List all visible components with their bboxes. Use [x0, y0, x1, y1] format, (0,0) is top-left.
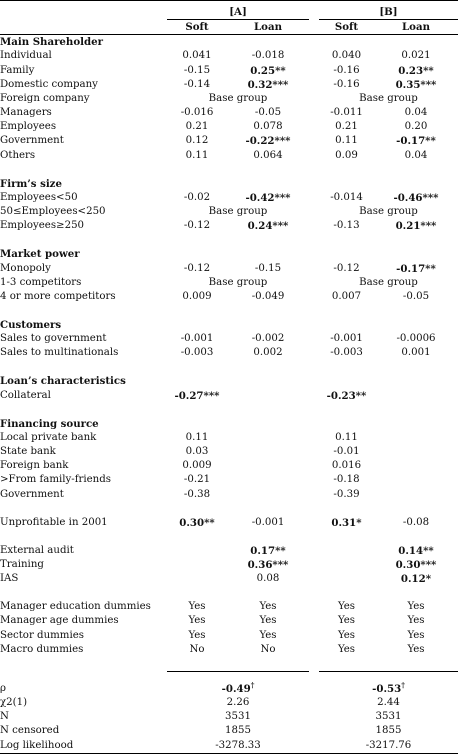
- dagger-mark: †: [250, 681, 255, 690]
- cell-b-loan: Yes: [407, 629, 425, 641]
- panel-header-row: [0, 5, 458, 20]
- cell-a-loan: -0.002: [251, 333, 285, 345]
- cell-b-soft: -0.014: [330, 191, 363, 203]
- row-label: Local private bank: [0, 431, 97, 443]
- base-group-b: Base group: [359, 206, 418, 218]
- cell-a-soft: -0.02: [183, 191, 211, 203]
- cell-b-loan: 0.12*: [400, 573, 432, 586]
- row-label: External audit: [0, 544, 74, 556]
- section-header-row: [0, 318, 458, 332]
- table-row: [0, 219, 458, 233]
- col-a-loan-header: Loan: [227, 20, 309, 35]
- stats-value-text: 1855: [375, 725, 402, 737]
- row-label: Individual: [0, 50, 52, 62]
- row-label: Domestic company: [0, 78, 98, 90]
- table-row: [0, 643, 458, 657]
- cell-a-soft: Yes: [188, 629, 206, 641]
- cell-b-loan: [374, 431, 458, 445]
- cell-b-soft: -0.01: [333, 446, 360, 458]
- row-label: 1-3 competitors: [0, 276, 82, 288]
- stats-value-b: [319, 682, 458, 696]
- table-row: [0, 134, 458, 148]
- row-label: Others: [0, 149, 36, 161]
- cell-b-loan: [374, 389, 458, 403]
- table-row: [0, 276, 458, 290]
- cell-a-loan: No: [260, 643, 276, 655]
- stats-rule: [0, 671, 458, 682]
- table-row: [0, 544, 458, 558]
- row-label: Sales to government: [0, 333, 107, 345]
- cell-b-loan: 0.20: [404, 121, 428, 133]
- cell-b-soft: [319, 572, 374, 586]
- table-row: [0, 431, 458, 445]
- row-label: Training: [0, 559, 44, 570]
- cell-a-loan: -0.22***: [245, 135, 291, 148]
- cell-a-soft: No: [189, 643, 205, 655]
- stats-label: χ2(1): [0, 697, 28, 709]
- cell-a-soft: -0.001: [180, 333, 214, 345]
- stats-label: Log likelihood: [0, 739, 74, 751]
- section-spacer: [0, 304, 458, 318]
- stats-label: N: [0, 711, 9, 723]
- section-header-row: [0, 417, 458, 431]
- table-row: [0, 629, 458, 643]
- cell-b-loan: -0.17**: [396, 135, 436, 148]
- table-row: [0, 205, 458, 219]
- cell-b-loan: 0.23**: [398, 64, 434, 77]
- cell-a-loan: 0.064: [253, 149, 283, 161]
- stats-row: [0, 682, 458, 696]
- cell-b-soft: -0.18: [333, 474, 360, 486]
- stats-value-a: [167, 682, 309, 696]
- row-label: State bank: [0, 446, 56, 458]
- table-row: [0, 290, 458, 304]
- table-row: [0, 92, 458, 106]
- cell-a-soft: -0.12: [183, 262, 211, 274]
- cell-a-loan: [227, 445, 309, 459]
- base-group-a: Base group: [208, 276, 268, 288]
- cell-b-loan: [374, 459, 458, 473]
- cell-b-loan: Yes: [407, 615, 425, 627]
- bottom-rule: [0, 753, 458, 754]
- cell-a-soft: -0.15: [183, 64, 211, 76]
- cell-a-soft: 0.11: [185, 431, 209, 443]
- cell-b-loan: -0.0006: [396, 333, 436, 345]
- table-row: [0, 262, 458, 276]
- cell-b-soft: 0.007: [331, 290, 362, 302]
- cell-a-loan: -0.018: [251, 50, 285, 62]
- cell-b-soft: Yes: [337, 629, 356, 641]
- row-label: Employees: [0, 121, 57, 133]
- section-header-row: [0, 247, 458, 261]
- cell-a-soft: [167, 544, 227, 558]
- section-title: Main Shareholder: [0, 36, 103, 49]
- stats-row: [0, 710, 458, 724]
- cell-b-soft: -0.23**: [326, 389, 367, 402]
- base-group-b: Base group: [359, 92, 418, 104]
- cell-b-soft: Yes: [337, 601, 356, 613]
- stats-value-text: -0.49: [221, 682, 251, 695]
- stats-value-b: [319, 696, 458, 710]
- cell-a-soft: -0.14: [183, 78, 211, 90]
- cell-b-loan: [374, 473, 458, 487]
- stats-value-text: -3217.76: [365, 739, 412, 751]
- cell-b-soft: -0.011: [330, 107, 363, 119]
- row-label: 50≤Employees<250: [0, 206, 106, 218]
- cell-a-loan: 0.36***: [247, 559, 289, 571]
- cell-a-loan: -0.001: [251, 516, 285, 528]
- table-row: [0, 488, 458, 502]
- cell-b-loan: 0.021: [401, 50, 431, 62]
- cell-a-loan: Yes: [259, 601, 277, 613]
- table-row: [0, 49, 458, 63]
- stats-value-b: [319, 724, 458, 738]
- stats-label: N censored: [0, 725, 60, 737]
- dagger-mark: †: [401, 681, 405, 690]
- row-label: Manager education dummies: [0, 601, 151, 613]
- cell-b-soft: 0.21: [335, 121, 358, 133]
- stats-value-text: -3278.33: [215, 739, 261, 751]
- cell-a-loan: 0.32***: [247, 78, 289, 91]
- cell-a-soft: -0.016: [180, 107, 214, 119]
- table-row: [0, 120, 458, 134]
- table-row: [0, 473, 458, 487]
- stats-value-a: [167, 696, 309, 710]
- cell-a-soft: 0.03: [185, 446, 209, 458]
- table-body: [0, 1, 458, 754]
- row-label: >From family-friends: [0, 474, 111, 486]
- stats-value-text: -0.53: [372, 682, 402, 695]
- stats-value-text: 3531: [225, 711, 251, 723]
- col-a-soft-header: Soft: [167, 20, 227, 35]
- cell-a-soft: -0.38: [183, 488, 211, 500]
- cell-b-loan: 0.04: [404, 149, 428, 161]
- stats-value-b: [319, 739, 458, 753]
- cell-b-soft: 0.09: [335, 149, 358, 161]
- cell-b-loan: 0.04: [404, 107, 428, 119]
- cell-a-soft: Yes: [188, 615, 206, 627]
- section-title: Loan’s characteristics: [0, 375, 126, 388]
- row-label: 4 or more competitors: [0, 290, 116, 302]
- stats-value-text: 2.44: [377, 697, 400, 709]
- cell-a-soft: 0.041: [182, 50, 212, 62]
- cell-b-soft: -0.16: [333, 78, 360, 90]
- cell-a-soft: -0.12: [183, 220, 211, 232]
- row-label: Macro dummies: [0, 643, 84, 655]
- cell-b-soft: 0.11: [335, 135, 358, 147]
- section-header-row: [0, 374, 458, 388]
- cell-b-soft: -0.003: [330, 347, 363, 359]
- row-label: Managers: [0, 107, 52, 119]
- section-spacer: [0, 233, 458, 247]
- cell-a-soft: 0.009: [182, 290, 212, 302]
- stats-value-text: 1855: [225, 725, 251, 737]
- cell-a-soft: -0.27***: [174, 389, 220, 402]
- section-title: Financing source: [0, 417, 99, 430]
- cell-b-soft: -0.39: [333, 488, 360, 500]
- section-spacer: [0, 657, 458, 672]
- cell-a-loan: -0.15: [254, 262, 282, 274]
- section-spacer: [0, 502, 458, 516]
- cell-b-loan: 0.14**: [398, 544, 434, 557]
- cell-a-soft: -0.003: [180, 347, 214, 359]
- row-label: Employees<50: [0, 191, 78, 203]
- table-row: [0, 572, 458, 586]
- section-spacer: [0, 163, 458, 177]
- cell-b-soft: -0.13: [333, 220, 360, 232]
- cell-a-loan: [227, 488, 309, 502]
- table-row: [0, 600, 458, 614]
- cell-a-soft: [167, 558, 227, 572]
- cell-b-soft: 0.11: [335, 431, 358, 443]
- cell-a-loan: Yes: [259, 629, 277, 641]
- section-title: Market power: [0, 248, 80, 261]
- cell-b-soft: 0.040: [331, 50, 362, 62]
- cell-b-loan: [374, 488, 458, 502]
- cell-b-loan: 0.001: [401, 347, 431, 359]
- cell-a-loan: [227, 459, 309, 473]
- cell-b-loan: 0.30***: [395, 559, 437, 571]
- cell-b-loan: Yes: [407, 601, 425, 613]
- table-row: [0, 389, 458, 403]
- row-label: Foreign company: [0, 92, 90, 104]
- cell-b-soft: -0.001: [330, 333, 363, 345]
- cell-b-loan: Yes: [407, 643, 425, 655]
- table-row: [0, 459, 458, 473]
- stats-value-a: [167, 710, 309, 724]
- row-label: Manager age dummies: [0, 615, 119, 627]
- cell-a-soft: 0.11: [185, 149, 209, 161]
- stats-label: ρ: [0, 682, 6, 694]
- row-label: Government: [0, 135, 64, 147]
- table-row: [0, 614, 458, 628]
- row-label: Family: [0, 64, 35, 76]
- cell-a-loan: -0.049: [251, 290, 285, 302]
- row-label: Government: [0, 488, 64, 500]
- section-spacer: [0, 586, 458, 600]
- row-label: Sales to multinationals: [0, 347, 119, 359]
- stats-row: [0, 724, 458, 738]
- cell-b-soft: 0.016: [331, 460, 362, 472]
- section-header-row: [0, 177, 458, 191]
- cell-b-soft: 0.31*: [331, 516, 362, 529]
- row-label: Unprofitable in 2001: [0, 516, 108, 528]
- row-label: Collateral: [0, 389, 51, 401]
- stats-value-text: 3531: [375, 711, 402, 723]
- section-spacer: [0, 403, 458, 417]
- stats-value-text: 2.26: [226, 697, 250, 709]
- row-label: Monopoly: [0, 262, 51, 274]
- stats-value-a: [167, 724, 309, 738]
- cell-b-loan: -0.17**: [396, 262, 436, 275]
- table-row: [0, 558, 458, 572]
- cell-a-loan: 0.25**: [250, 64, 286, 77]
- col-b-loan-header: Loan: [374, 20, 458, 35]
- cell-a-loan: [227, 473, 309, 487]
- cell-a-soft: -0.21: [183, 474, 211, 486]
- stats-row: [0, 739, 458, 753]
- cell-a-soft: 0.30**: [179, 516, 215, 529]
- cell-a-loan: 0.08: [256, 573, 280, 585]
- table-row: [0, 78, 458, 92]
- cell-a-loan: 0.17**: [250, 544, 286, 557]
- cell-b-loan: -0.05: [402, 290, 430, 302]
- cell-a-soft: Yes: [188, 601, 206, 613]
- panel-b-header: [B]: [319, 5, 458, 20]
- cell-a-loan: -0.05: [254, 107, 282, 119]
- cell-a-loan: [227, 389, 309, 403]
- cell-a-soft: 0.009: [182, 460, 212, 472]
- cell-b-soft: [319, 544, 374, 558]
- cell-b-soft: Yes: [337, 615, 356, 627]
- cell-b-soft: -0.16: [333, 64, 360, 76]
- table-row: [0, 106, 458, 120]
- cell-a-loan: 0.002: [253, 347, 283, 359]
- cell-b-soft: [319, 558, 374, 572]
- cell-b-loan: [374, 445, 458, 459]
- row-label: Foreign bank: [0, 460, 69, 472]
- section-title: Customers: [0, 318, 62, 331]
- row-label: Employees≥250: [0, 220, 85, 232]
- cell-b-loan: -0.46***: [393, 191, 439, 204]
- base-group-b: Base group: [359, 276, 418, 288]
- panel-a-header: [A]: [167, 5, 309, 20]
- stats-value-b: [319, 710, 458, 724]
- cell-a-loan: -0.42***: [245, 191, 291, 204]
- table-row: [0, 191, 458, 205]
- table-row: [0, 346, 458, 360]
- cell-b-loan: 0.35***: [395, 78, 437, 91]
- cell-a-soft: 0.21: [185, 121, 209, 133]
- cell-b-soft: -0.12: [333, 262, 360, 274]
- section-title: Firm’s size: [0, 177, 62, 190]
- cell-a-loan: Yes: [259, 615, 277, 627]
- cell-b-loan: -0.08: [402, 516, 430, 528]
- base-group-a: Base group: [208, 92, 268, 104]
- table-row: [0, 149, 458, 163]
- section-spacer: [0, 360, 458, 374]
- section-spacer: [0, 530, 458, 544]
- cell-a-loan: 0.078: [253, 121, 283, 133]
- cell-a-soft: [167, 572, 227, 586]
- base-group-a: Base group: [208, 206, 268, 218]
- cell-b-loan: 0.21***: [395, 220, 437, 233]
- section-header-row: [0, 35, 458, 50]
- table-row: [0, 332, 458, 346]
- cell-a-soft: 0.12: [185, 135, 209, 147]
- table-row: [0, 64, 458, 78]
- stats-row: [0, 696, 458, 710]
- cell-a-loan: 0.24***: [247, 220, 289, 233]
- table-row: [0, 445, 458, 459]
- stats-value-a: [167, 739, 309, 753]
- cell-b-soft: Yes: [337, 643, 356, 655]
- row-label: Sector dummies: [0, 629, 84, 641]
- row-label: IAS: [0, 573, 19, 585]
- cell-a-loan: [227, 431, 309, 445]
- col-b-soft-header: Soft: [319, 20, 374, 35]
- column-header-row: [0, 20, 458, 35]
- table-row: [0, 516, 458, 530]
